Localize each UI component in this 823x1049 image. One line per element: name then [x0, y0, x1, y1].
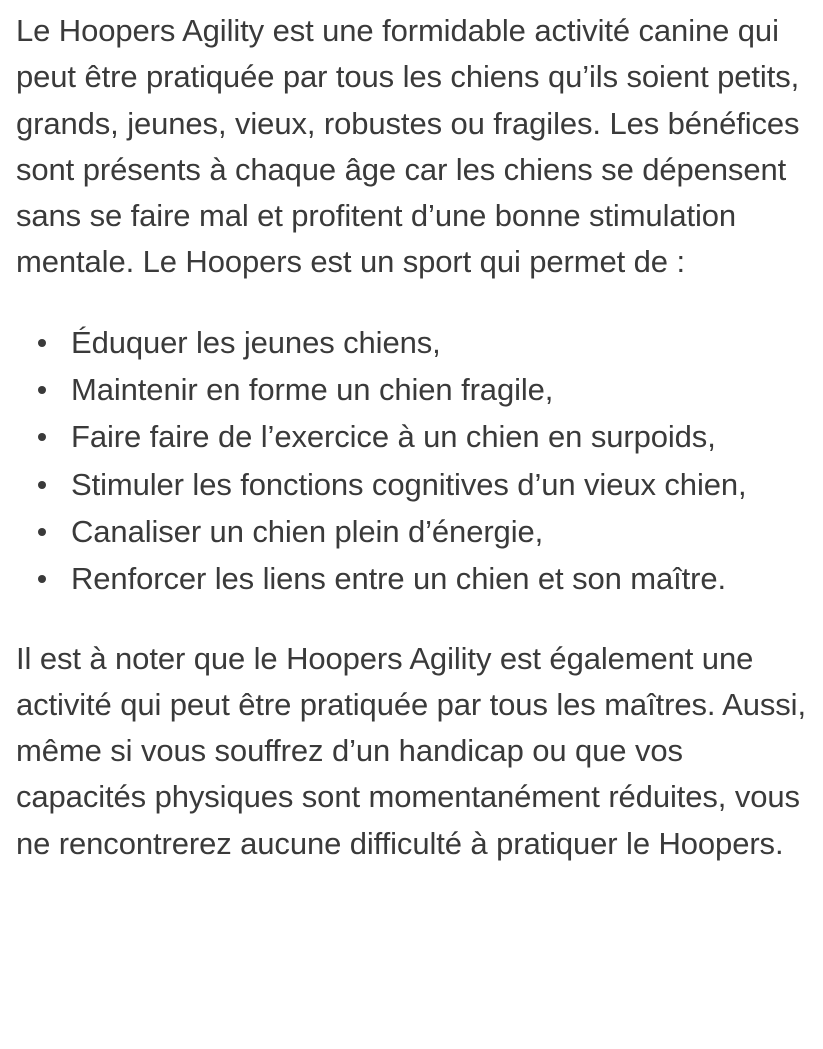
benefit-text: Canaliser un chien plein d’énergie, [71, 513, 544, 549]
bullet-icon [38, 386, 46, 394]
list-item [16, 366, 816, 413]
list-item [16, 461, 816, 508]
benefit-text: Faire faire de l’exercice à un chien en surpoids, [71, 419, 716, 455]
article-body [16, 8, 816, 867]
list-item [16, 508, 816, 555]
benefits-list [16, 319, 816, 603]
conclusion-paragraph: Il est à noter que le Hoopers Agility est également une activité qui peut être pratiquée par tous les maîtres. Aussi, même si vous souffrez d’un handicap ou que vos capacités physiques sont momentanément réduites, vous ne rencontrerez aucune difficulté à pratiquer le Hoopers. [16, 640, 806, 861]
bullet-icon [38, 339, 46, 347]
list-item [16, 555, 816, 602]
list-item [16, 319, 816, 366]
benefit-text: Stimuler les fonctions cognitives d’un vieux chien, [71, 466, 747, 502]
bullet-icon [38, 575, 46, 583]
list-item [16, 413, 816, 460]
bullet-icon [38, 528, 46, 536]
intro-paragraph: Le Hoopers Agility est une formidable activité canine qui peut être pratiquée par tous les chiens qu’ils soient petits, grands, jeunes, vieux, robustes ou fragiles. Les bénéfices sont présents à chaque âge car les chiens se dépensent sans se faire mal et profitent d’une bonne stimulation mentale. Le Hoopers est un sport qui permet de : [16, 13, 800, 280]
benefit-text: Maintenir en forme un chien fragile, [71, 372, 554, 408]
bullet-icon [38, 433, 46, 441]
benefit-text: Renforcer les liens entre un chien et son maître. [71, 561, 727, 597]
bullet-icon [38, 481, 46, 489]
benefit-text: Éduquer les jeunes chiens, [71, 324, 441, 360]
